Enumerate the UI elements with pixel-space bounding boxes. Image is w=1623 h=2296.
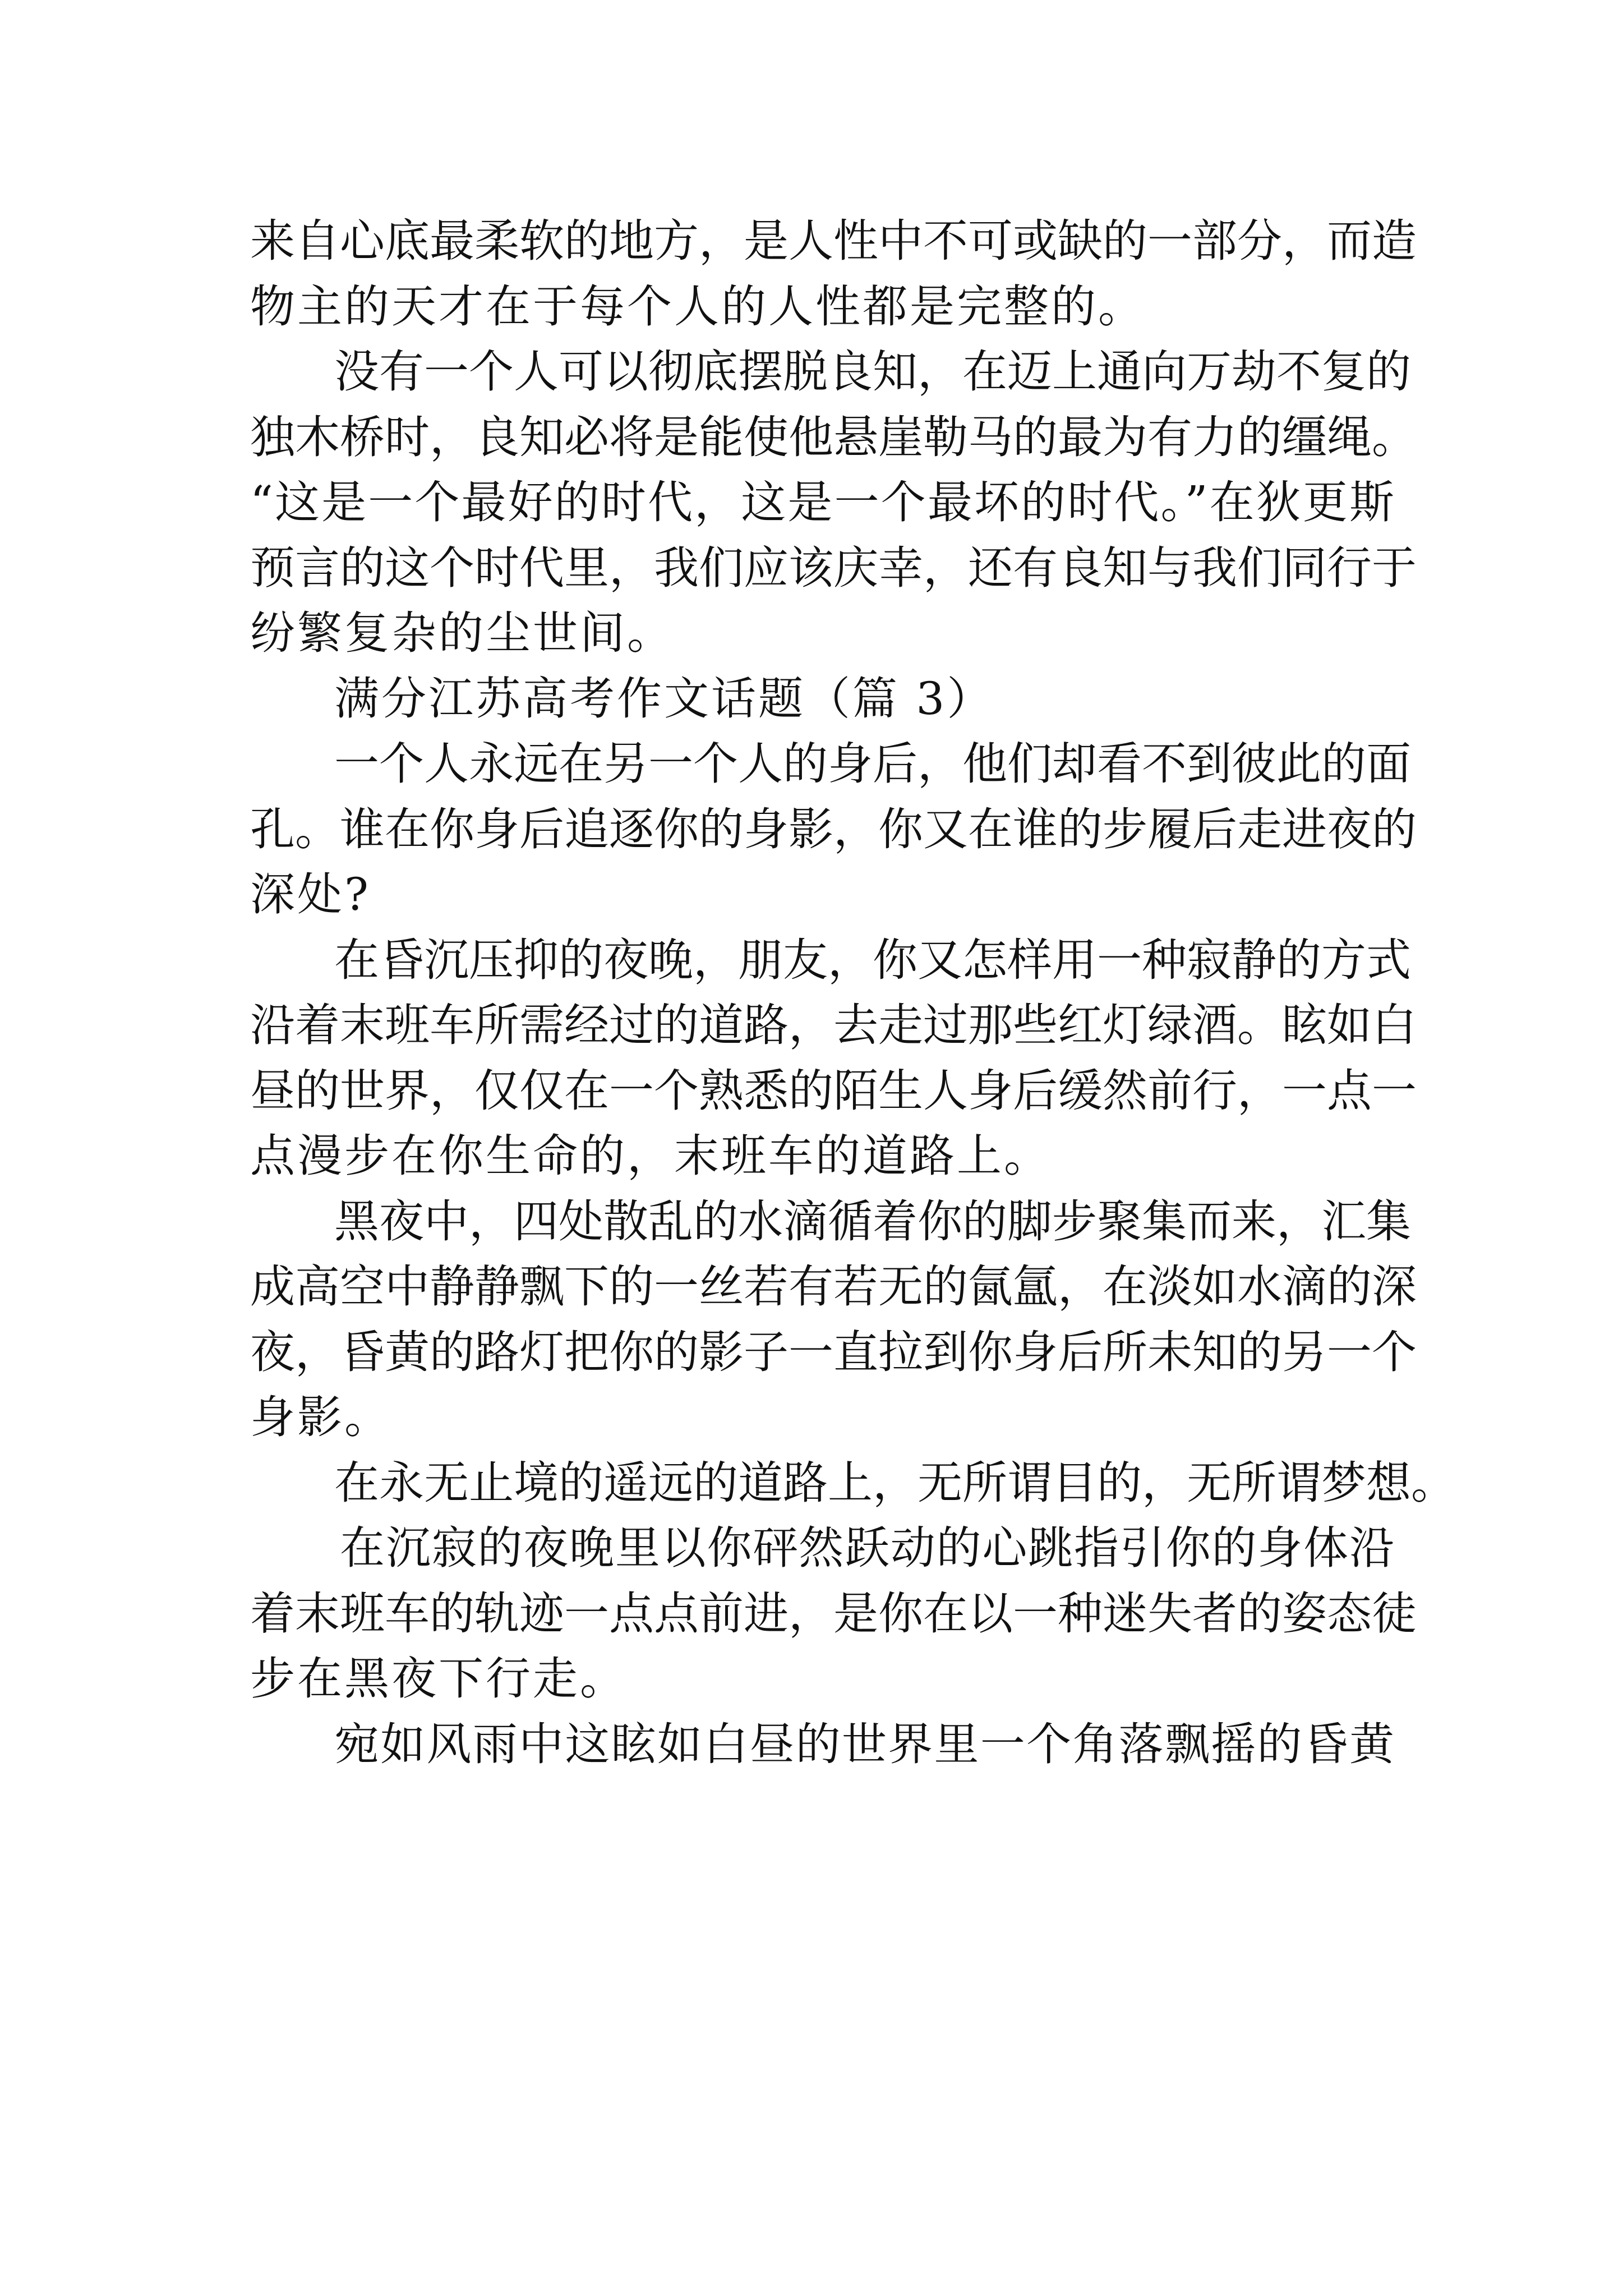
text-line: 夜，昏黄的路灯把你的影子一直拉到你身后所未知的另一个 (250, 1326, 1417, 1378)
text-line: 独木桥时，良知必将是能使他悬崖勒马的最为有力的缰绳。 (250, 411, 1417, 463)
section-heading: 满分江苏高考作文话题（篇 3） (334, 672, 994, 725)
paragraph-start-line: 在昏沉压抑的夜晚，朋友，你又怎样用一种寂静的方式 (334, 933, 1411, 986)
document-body (250, 209, 1456, 1777)
text-line: 步在黑夜下行走。 (250, 1653, 627, 1705)
text-line: 预言的这个时代里，我们应该庆幸，还有良知与我们同行于 (250, 541, 1417, 594)
text-line: 来自心底最柔软的地方，是人性中不可或缺的一部分，而造 (250, 215, 1417, 267)
text-line: 着末班车的轨迹一点点前进，是你在以一种迷失者的姿态徒 (250, 1587, 1417, 1640)
text-line: 孔。谁在你身后追逐你的身影，你又在谁的步履后走进夜的 (250, 803, 1417, 855)
text-line: 点漫步在你生命的，末班车的道路上。 (250, 1130, 1051, 1182)
text-line: 成高空中静静飘下的一丝若有若无的氤氲，在淡如水滴的深 (250, 1260, 1417, 1313)
text-line: 沿着末班车所需经过的道路，去走过那些红灯绿酒。眩如白 (250, 999, 1417, 1051)
text-line: 身影。 (250, 1391, 391, 1443)
paragraph-start-line: 一个人永远在另一个人的身后，他们却看不到彼此的面 (334, 738, 1411, 790)
text-line: 物主的天才在于每个人的人性都是完整的。 (250, 280, 1145, 333)
paragraph-start-line: 宛如风雨中这眩如白昼的世界里一个角落飘摇的昏黄 (334, 1718, 1394, 1770)
text-line: 纷繁复杂的尘世间。 (250, 607, 674, 659)
text-line: 昼的世界，仅仅在一个熟悉的陌生人身后缓然前行，一点一 (250, 1064, 1417, 1117)
paragraph-start-line: 在永无止境的遥远的道路上，无所谓目的，无所谓梦想。 (334, 1456, 1456, 1509)
paragraph-start-line: 在沉寂的夜晚里以你砰然跃动的心跳指引你的身体沿 (340, 1522, 1394, 1574)
paragraph-start-line: 没有一个人可以彻底摆脱良知，在迈上通向万劫不复的 (334, 346, 1411, 398)
text-line: 深处? (250, 868, 371, 921)
paragraph-start-line: 黑夜中，四处散乱的水滴循着你的脚步聚集而来，汇集 (334, 1195, 1411, 1248)
text-line: “这是一个最好的时代，这是一个最坏的时代。”在狄更斯 (250, 476, 1394, 528)
